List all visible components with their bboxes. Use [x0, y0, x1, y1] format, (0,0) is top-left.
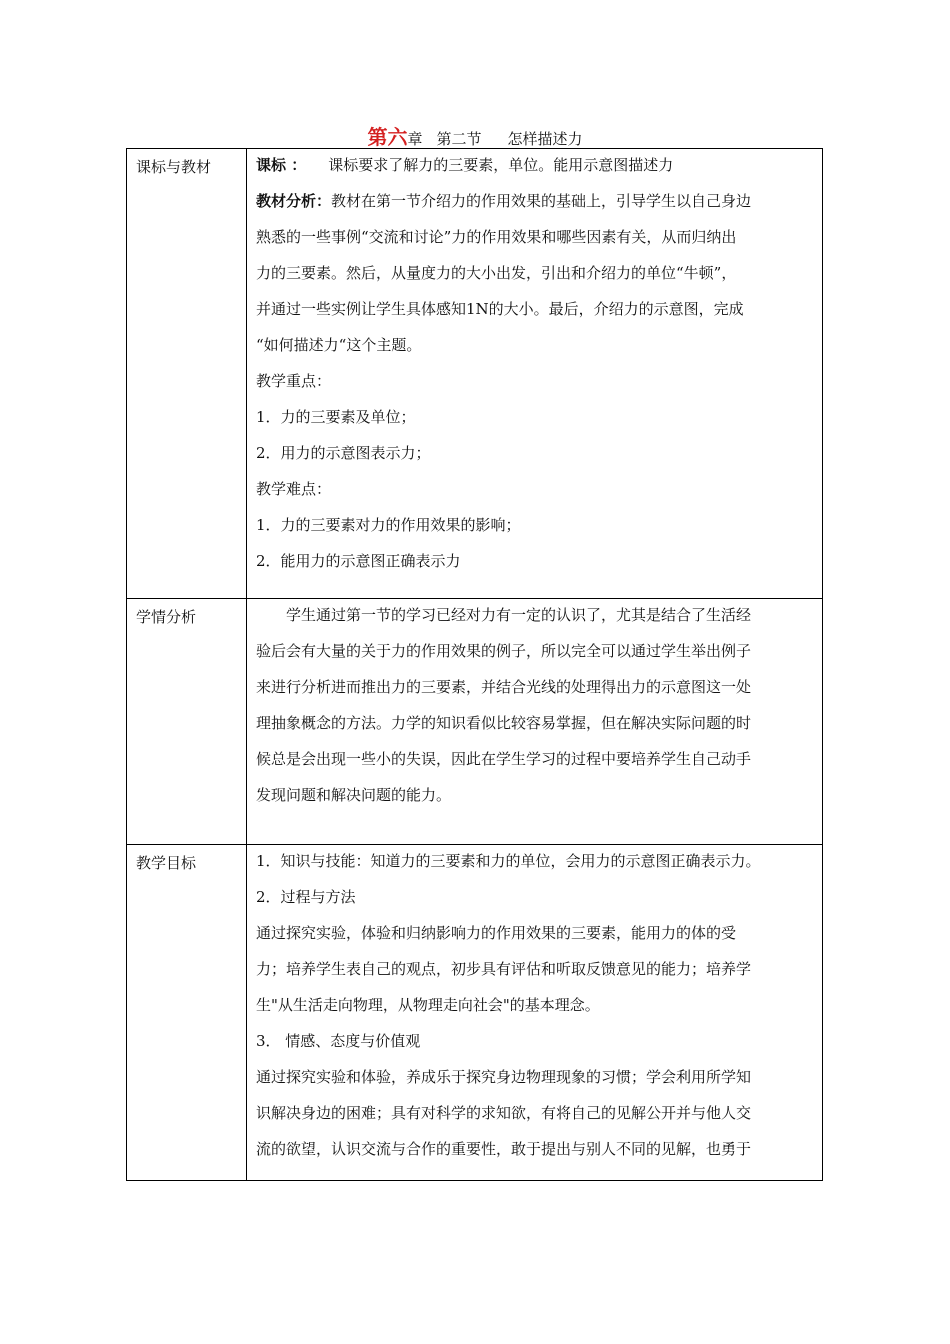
student-analysis-line: 学生通过第一节的学习已经对力有一定的认识了，尤其是结合了生活经: [286, 606, 752, 624]
row-label-curriculum: 课标与教材: [127, 149, 247, 599]
analysis-line: [256, 187, 816, 223]
curriculum-text: 课标要求了解力的三要素，单位。能用示意图描述力: [328, 156, 674, 174]
difficulties-label: 教学难点：: [256, 480, 332, 498]
difficulty-item: 1．力的三要素对力的作用效果的影响；: [256, 516, 521, 534]
analysis-text: 教材在第一节介绍力的作用效果的基础上，引导学生以自己身边: [331, 192, 752, 210]
key-point-item: 1．力的三要素及单位；: [256, 408, 416, 426]
section-label: 第二节: [436, 130, 482, 148]
student-analysis-line: 发现问题和解决问题的能力。: [256, 786, 452, 804]
objective-line: 通过探究实验和体验，养成乐于探究身边物理现象的习惯；学会利用所学知: [256, 1068, 752, 1086]
student-analysis-line: 理抽象概念的方法。力学的知识看似比较容易掌握，但在解决实际问题的时: [256, 714, 752, 732]
table-row-objectives: [127, 845, 823, 1181]
curriculum-label: 课标 ：: [256, 156, 307, 174]
objectives-content: [247, 845, 823, 1181]
table-row-curriculum: [127, 149, 823, 599]
difficulty-item: 2．能用力的示意图正确表示力: [256, 552, 461, 570]
topic-label: 怎样描述力: [507, 130, 583, 148]
objective-line: 力；培养学生表自己的观点，初步具有评估和听取反馈意见的能力；培养学: [256, 960, 752, 978]
objective-line: 2．过程与方法: [256, 888, 356, 906]
chapter-number: 第六: [367, 125, 408, 149]
objective-line: 生"从生活走向物理，从物理走向社会"的基本理念。: [256, 996, 600, 1014]
objective-line: 通过探究实验，体验和归纳影响力的作用效果的三要素，能用力的体的受: [256, 924, 737, 942]
student-analysis-line: 验后会有大量的关于力的作用效果的例子，所以完全可以通过学生举出例子: [256, 642, 752, 660]
objective-line: 识解决身边的困难；具有对科学的求知欲，有将自己的见解公开并与他人交: [256, 1104, 752, 1122]
curriculum-line: [256, 151, 816, 187]
analysis-line: “如何描述力“这个主题。: [256, 336, 422, 354]
key-points-label: 教学重点：: [256, 372, 332, 390]
lesson-plan-table: [126, 148, 823, 1181]
row-label-objectives: 教学目标: [127, 845, 247, 1181]
table-row-student-analysis: [127, 599, 823, 845]
curriculum-content: [247, 149, 823, 599]
student-analysis-line: 来进行分析进而推出力的三要素，并结合光线的处理得出力的示意图这一处: [256, 678, 752, 696]
student-analysis-content: [247, 599, 823, 845]
row-label-student-analysis: 学情分析: [127, 599, 247, 845]
chapter-suffix: 章: [407, 130, 423, 148]
analysis-label: 教材分析：: [256, 192, 332, 210]
objective-line: 流的欲望，认识交流与合作的重要性，敢于提出与别人不同的见解，也勇于: [256, 1140, 752, 1158]
student-analysis-line: 候总是会出现一些小的失误，因此在学生学习的过程中要培养学生自己动手: [256, 750, 752, 768]
objective-line: 1．知识与技能：知道力的三要素和力的单位，会用力的示意图正确表示力。: [256, 852, 761, 870]
objective-line: 3． 情感、态度与价值观: [256, 1032, 421, 1050]
analysis-line: 熟悉的一些事例“交流和讨论”力的作用效果和哪些因素有关，从而归纳出: [256, 228, 737, 246]
key-point-item: 2．用力的示意图表示力；: [256, 444, 431, 462]
analysis-line: 力的三要素。然后，从量度力的大小出发，引出和介绍力的单位“牛顿”，: [256, 264, 737, 282]
analysis-line: 并通过一些实例让学生具体感知1N的大小。最后，介绍力的示意图，完成: [256, 300, 744, 318]
